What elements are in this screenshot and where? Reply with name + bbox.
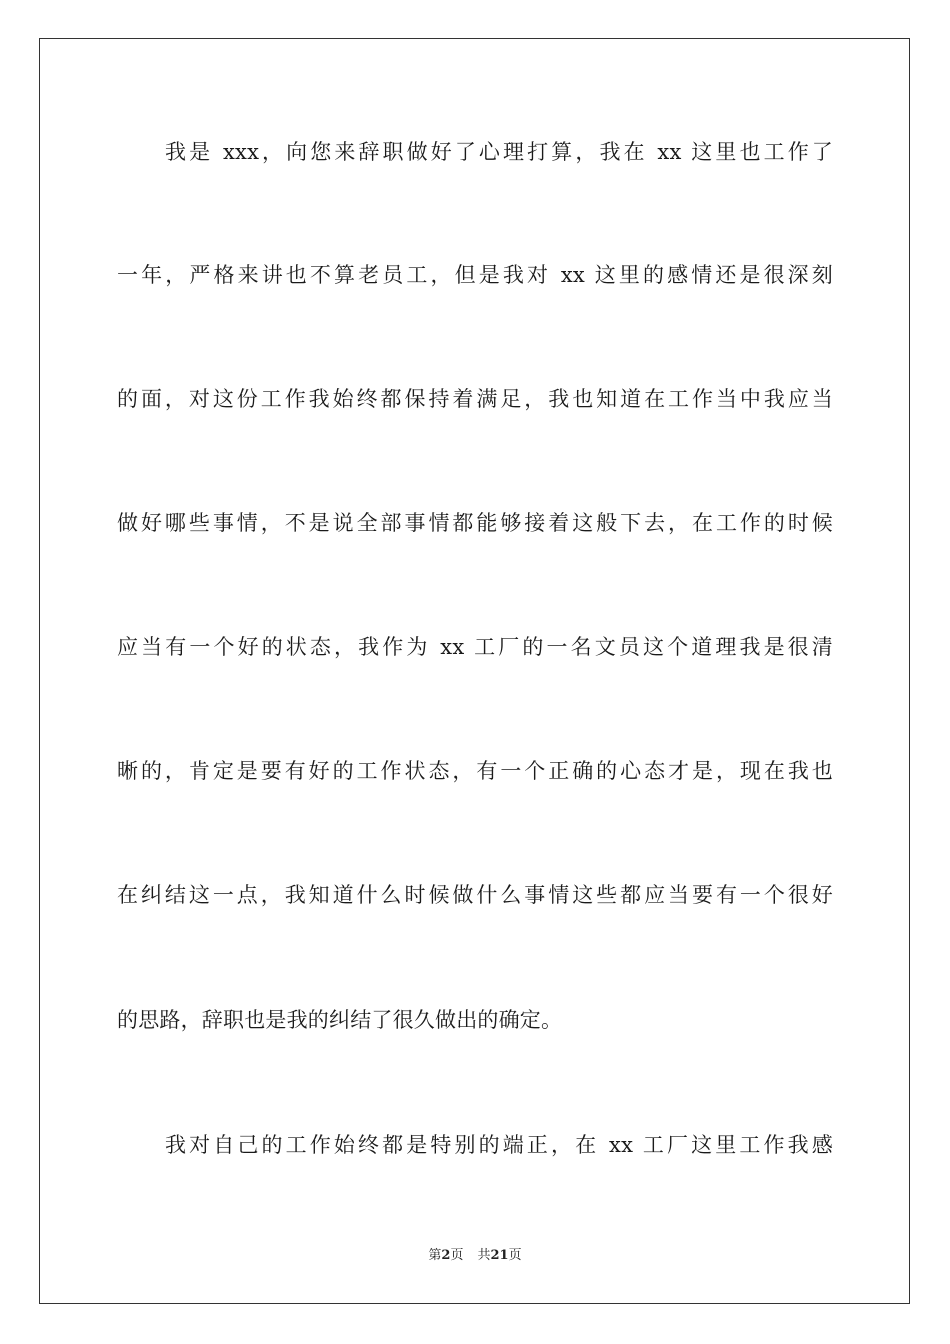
total-pages-suffix: 页 <box>508 1248 522 1263</box>
current-page-number: 2 <box>441 1248 451 1263</box>
page-number-suffix: 页 <box>450 1248 464 1263</box>
total-pages-number: 21 <box>490 1248 509 1263</box>
paragraph-1-line-5: 应当有一个好的状态，我作为 xx 工厂的一名文员这个道理我是很清 <box>117 635 833 659</box>
page-number-prefix: 第 <box>428 1248 442 1263</box>
page-border <box>39 38 910 1304</box>
paragraph-1-line-8: 的思路，辞职也是我的纠结了很久做出的确定。 <box>117 1008 563 1032</box>
paragraph-1-line-4: 做好哪些事情，不是说全部事情都能够接着这般下去，在工作的时候 <box>117 511 833 535</box>
paragraph-1-line-6: 晰的，肯定是要有好的工作状态，有一个正确的心态才是，现在我也 <box>117 759 833 783</box>
paragraph-2-line-1: 我对自己的工作始终都是特别的端正，在 xx 工厂这里工作我感 <box>165 1133 833 1157</box>
page-footer <box>0 1247 950 1265</box>
total-pages-prefix: 共 <box>477 1248 491 1263</box>
paragraph-1-line-1: 我是 xxx，向您来辞职做好了心理打算，我在 xx 这里也工作了 <box>165 140 833 164</box>
paragraph-1-line-2: 一年，严格来讲也不算老员工，但是我对 xx 这里的感情还是很深刻 <box>117 263 833 287</box>
paragraph-1-line-7: 在纠结这一点，我知道什么时候做什么事情这些都应当要有一个很好 <box>117 883 833 907</box>
paragraph-1-line-3: 的面，对这份工作我始终都保持着满足，我也知道在工作当中我应当 <box>117 387 833 411</box>
